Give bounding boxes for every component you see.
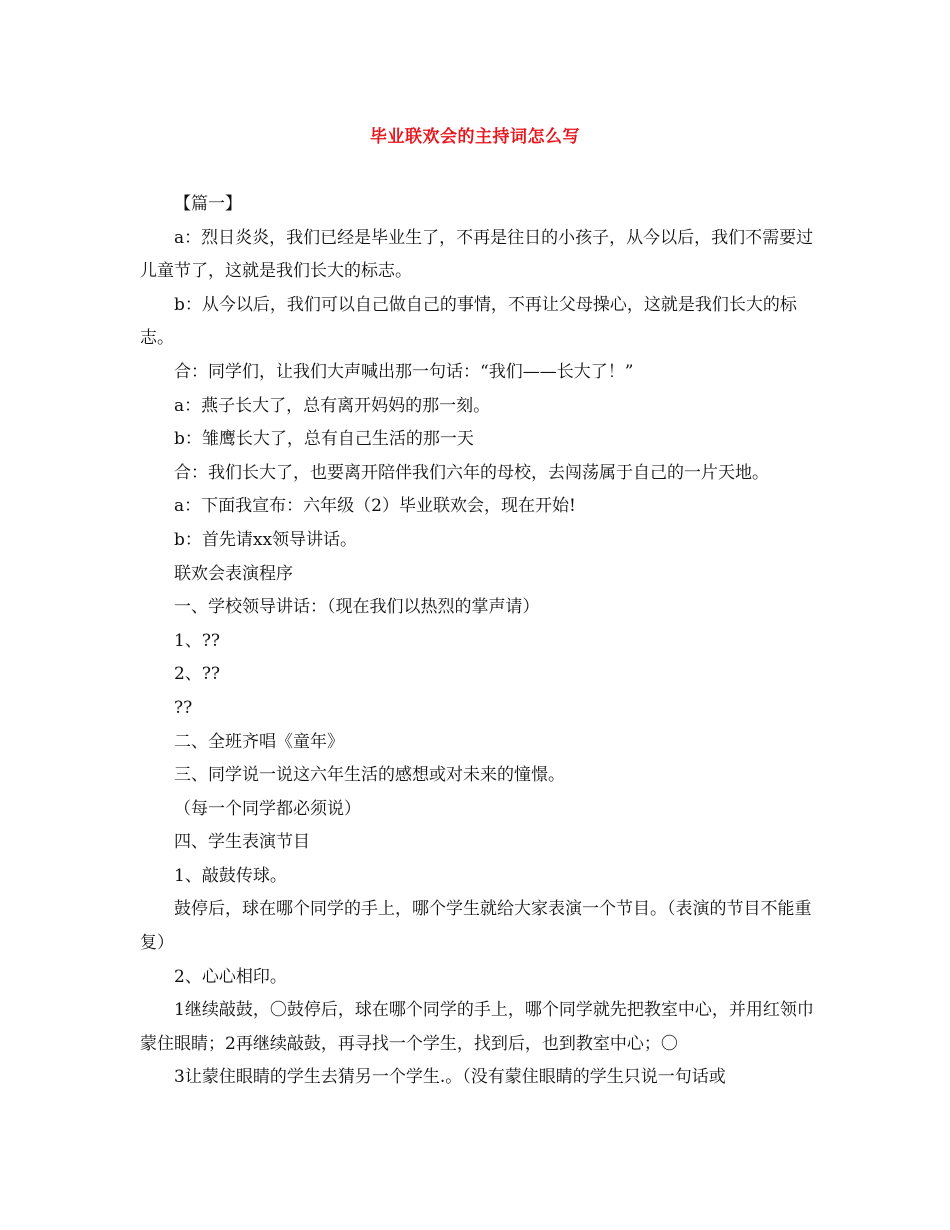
paragraph: 3让蒙住眼睛的学生去猜另一个学生.。（没有蒙住眼睛的学生只说一句话或	[174, 1067, 726, 1088]
paragraph: 1、敲鼓传球。	[174, 865, 287, 886]
paragraph: 鼓停后，球在哪个同学的手上，哪个学生就给大家表演一个节目。（表演的节目不能重复）	[140, 899, 812, 954]
paragraph: a：下面我宣布：六年级（2）毕业联欢会，现在开始!	[174, 496, 576, 517]
paragraph: 合：我们长大了，也要离开陪伴我们六年的母校，去闯荡属于自己的一片天地。	[174, 462, 769, 483]
paragraph: 二、全班齐唱《童年》	[174, 731, 344, 752]
paragraph: 一、学校领导讲话：（现在我们以热烈的掌声请）	[174, 597, 540, 618]
paragraph: b：从今以后，我们可以自己做自己的事情，不再让父母操心，这就是我们长大的标志。	[140, 294, 797, 349]
paragraph: 1继续敲鼓，〇鼓停后，球在哪个同学的手上，哪个同学就先把教室中心，并用红领巾蒙住眼睛；2再继续敲鼓，再寻找一个学生，找到后，也到教室中心；〇	[140, 1000, 814, 1054]
paragraph: b：首先请xx领导讲话。	[174, 529, 358, 550]
paragraph: 四、学生表演节目	[174, 832, 310, 853]
paragraph: 三、同学说一说这六年生活的感想或对未来的憧憬。	[174, 765, 565, 786]
paragraph: 合：同学们，让我们大声喊出那一句话：“我们——长大了！”	[174, 361, 634, 382]
paragraph: 联欢会表演程序	[174, 563, 293, 584]
paragraph: a：燕子长大了，总有离开妈妈的那一刻。	[174, 395, 491, 416]
paragraph: a：烈日炎炎，我们已经是毕业生了，不再是往日的小孩子，从今以后，我们不需要过儿童节了，这就是我们长大的标志。	[140, 227, 814, 282]
paragraph: 2、??	[174, 664, 221, 685]
paragraph: 【篇一】	[174, 194, 242, 214]
paragraph: b：雏鹰长大了，总有自己生活的那一天	[174, 429, 474, 450]
paragraph: （每一个同学都必须说）	[174, 798, 361, 819]
document-body	[140, 188, 825, 1095]
paragraph: 1、??	[174, 630, 221, 651]
paragraph: 2、心心相印。	[174, 966, 287, 987]
paragraph: ??	[174, 697, 193, 718]
document-title: 毕业联欢会的主持词怎么写	[370, 127, 580, 147]
